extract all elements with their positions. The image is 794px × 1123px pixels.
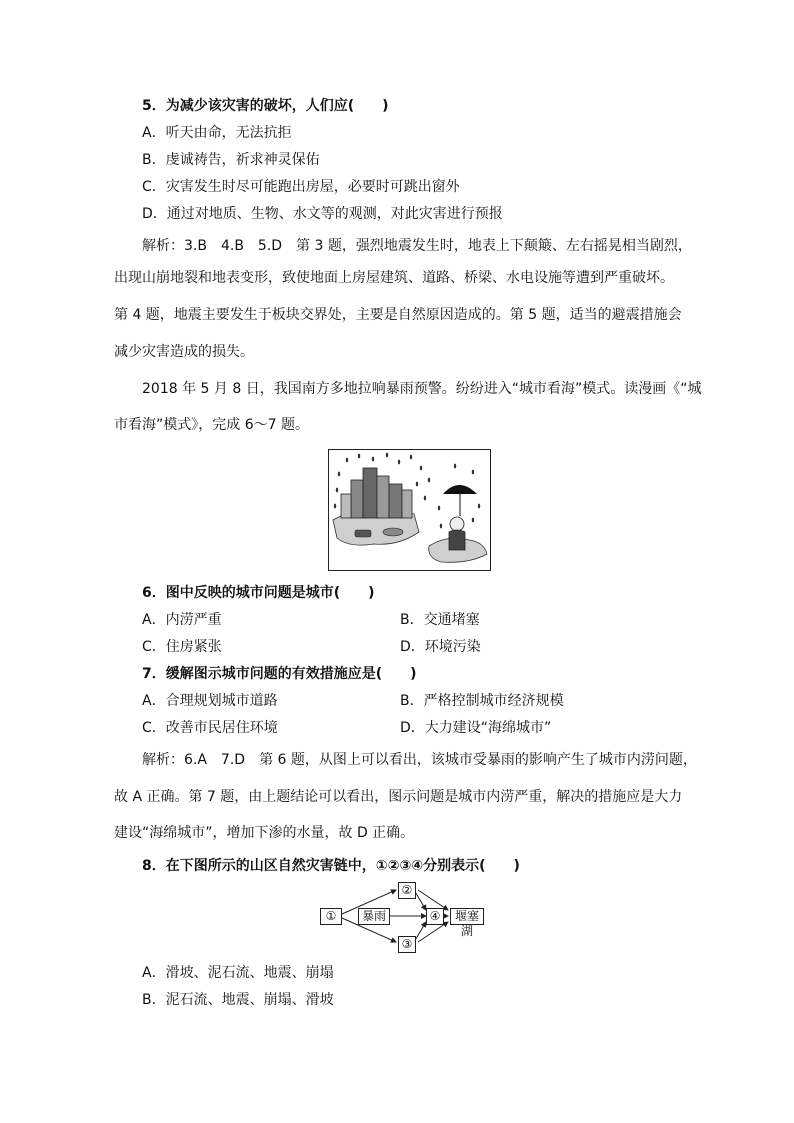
q7-option-c: C．改善市民居住环境 [142,720,278,736]
q5-option-b: B．虔诚祷告，祈求神灵保佑 [142,152,320,168]
chain-node-rain: 暴雨 [358,908,390,925]
q6-option-a: A．内涝严重 [142,612,222,628]
q5-option-a: A．听天由命，无法抗拒 [142,125,292,141]
analysis-2-line-1: 解析：6.A 7.D 第 6 题，从图上可以看出，该城市受暴雨的影响产生了城市内涝问题， [142,752,697,768]
chain-node-lake: 堰塞湖 [450,908,484,925]
disaster-chain-diagram [318,880,484,956]
q5-option-c: C．灾害发生时尽可能跑出房屋，必要时可跳出窗外 [142,179,460,195]
q6-option-c: C．住房紧张 [142,639,222,655]
analysis-1-line-2: 出现山崩地裂和地表变形，致使地面上房屋建筑、道路、桥梁、水电设施等遭到严重破坏。 [114,270,674,286]
analysis-1-line-1: 解析：3.B 4.B 5.D 第 3 题，强烈地震发生时，地表上下颠簸、左右摇晃相当剧烈， [142,238,692,254]
q6-option-d: D．环境污染 [400,639,481,655]
q7-option-a: A．合理规划城市道路 [142,693,278,709]
q5-option-d: D．通过对地质、生物、水文等的观测，对此灾害进行预报 [142,206,503,222]
analysis-1-line-4: 减少灾害造成的损失。 [114,344,254,360]
chain-node-2: ② [398,882,416,899]
question-5-stem: 5．为减少该灾害的破坏，人们应( ) [142,98,389,114]
q8-option-b: B．泥石流、地震、崩塌、滑坡 [142,992,334,1008]
q7-option-d: D．大力建设“海绵城市” [400,720,552,736]
analysis-1-line-3: 第 4 题，地震主要发生于板块交界处，主要是自然原因造成的。第 5 题，适当的避震措施会 [114,307,682,323]
question-8-stem: 8．在下图所示的山区自然灾害链中，①②③④分别表示( ) [142,858,520,874]
q6-option-b: B．交通堵塞 [400,612,480,628]
question-6-stem: 6．图中反映的城市问题是城市( ) [142,585,375,601]
q7-option-b: B．严格控制城市经济规模 [400,693,564,709]
intro-line-2: 市看海”模式》，完成 6～7 题。 [114,417,309,433]
city-flood-cartoon [328,449,491,571]
chain-node-3: ③ [398,936,416,953]
analysis-2-line-2: 故 A 正确。第 7 题，由上题结论可以看出，图示问题是城市内涝严重，解决的措施应是大力 [114,789,683,805]
chain-node-4: ④ [426,908,444,925]
q8-option-a: A．滑坡、泥石流、地震、崩塌 [142,965,334,981]
chain-node-1: ① [320,908,342,925]
intro-line-1: 2018 年 5 月 8 日，我国南方多地拉响暴雨预警。纷纷进入“城市看海”模式。读漫画《“城 [142,381,702,397]
question-7-stem: 7．缓解图示城市问题的有效措施应是( ) [142,666,417,682]
analysis-2-line-3: 建设“海绵城市”，增加下渗的水量，故 D 正确。 [114,825,415,841]
